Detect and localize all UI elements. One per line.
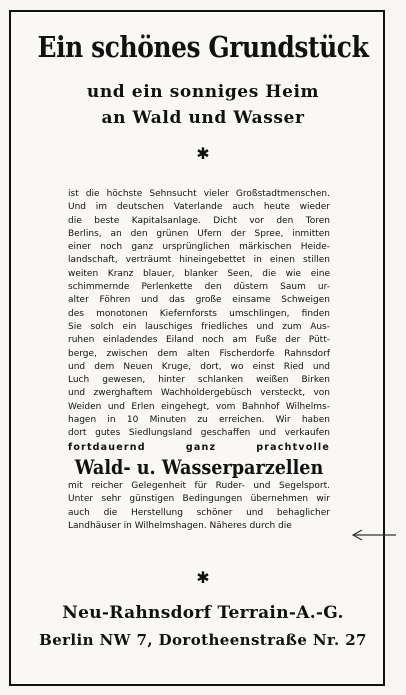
body-line: schimmernde Perlenkette den düstern Saum ur- [68, 282, 330, 293]
body-line: hagen in 10 Minuten zu erreichen. Wir haben [68, 415, 330, 426]
body-line: die beste Kapitalsanlage. Dicht vor den Toren [68, 215, 330, 226]
body-line: Luch gewesen, hinter schlanken weißen Birken [68, 375, 330, 386]
closing-line: auch die Herstellung schöner und behaglicher [68, 507, 330, 518]
closing-line: Landhäuser in Wilhelmshagen. Näheres durch die [68, 520, 292, 531]
body-line: einer noch ganz ursprünglichen märkischen Heide- [68, 242, 330, 253]
body-line: dort gutes Siedlungsland geschaffen und verkaufen [68, 428, 330, 439]
company-name: Neu-Rahnsdorf Terrain-A.-G. [62, 603, 344, 623]
asterisk-ornament-icon: ✱ [196, 144, 210, 163]
body-line: ruhen einladendes Eiland noch am Fuße der Pütt- [68, 335, 330, 346]
feature-heading: Wald- u. Wasserparzellen [74, 454, 324, 479]
spaced-emphasis-line: fortdauernd ganz prachtvolle [68, 441, 330, 453]
headline: Ein schönes Grundstück [37, 30, 369, 64]
body-line: Weiden und Erlen eingehegt, vom Bahnhof Wilhelms- [68, 401, 330, 412]
body-line: berge, zwischen dem alten Fischerdorfe Rahnsdorf [68, 348, 330, 359]
body-line: ist die höchste Sehnsucht vieler Großstadtmenschen. [68, 189, 330, 199]
closing-line: Unter sehr günstigen Bedingungen übernehmen wir [68, 494, 330, 505]
body-text [68, 188, 330, 533]
body-line: alter Föhren und das große einsame Schweigen [68, 295, 330, 306]
body-line: Und im deutschen Vaterlande auch heute wieder [68, 202, 330, 213]
body-line: landschaft, verträumt hineingebettet in einen stillen [68, 255, 330, 266]
arrow-left-icon [350, 527, 398, 543]
closing-line: mit reicher Gelegenheit für Ruder- und Segelsport. [68, 480, 330, 491]
body-line: weiten Kranz blauer, blanker Seen, die wie eine [68, 268, 330, 279]
body-line: des monotonen Kiefernforsts umschlingen, finden [68, 308, 330, 319]
body-line: und dem Neuen Kruge, dort, wo einst Ried und [68, 361, 330, 372]
company-address: Berlin NW 7, Dorotheenstraße Nr. 27 [39, 631, 367, 649]
body-line: Sie solch ein lauschiges friedliches und zum Aus- [68, 321, 330, 332]
subheadline-2: an Wald und Wasser [101, 108, 305, 128]
asterisk-ornament-icon: ✱ [196, 568, 210, 587]
subheadline-1: und ein sonniges Heim [86, 82, 320, 102]
body-line: und zwerghaftem Wachholdergebüsch versteckt, von [68, 388, 330, 399]
body-line: Berlins, an den grünen Ufern der Spree, inmitten [68, 228, 330, 239]
